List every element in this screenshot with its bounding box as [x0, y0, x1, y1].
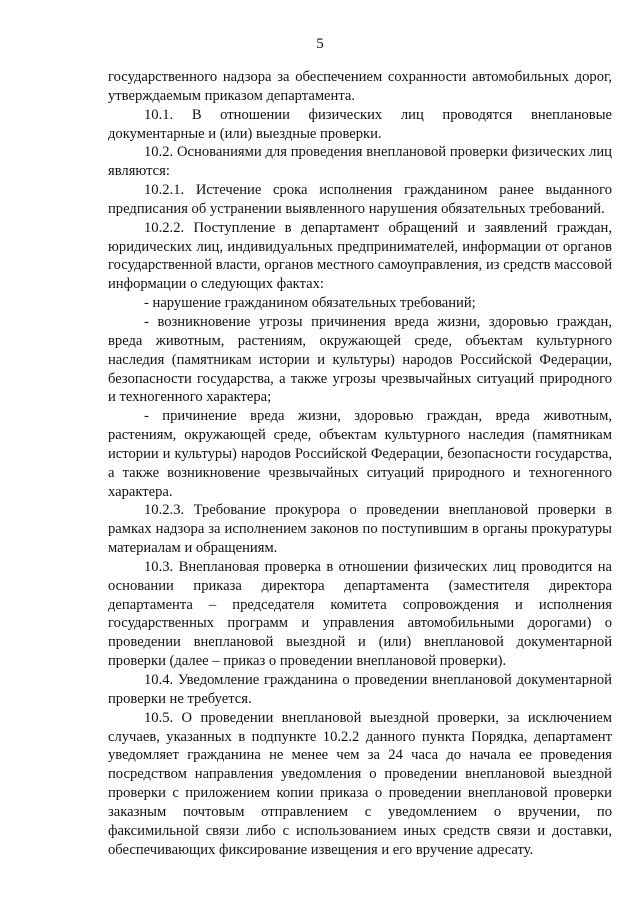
list-item-harm: - причинение вреда жизни, здоровью граждан, вреда животным, растениям, окружающей среде, объектам культурного наследия (памятникам истории и культуры) народов Российской Федерации, безопасности государства, а также возникновение чрезвычайных ситуаций природного и техногенного характера. [108, 408, 612, 500]
list-item-violation: - нарушение гражданином обязательных требований; [144, 295, 476, 312]
paragraph-continuation: государственного надзора за обеспечением сохранности автомобильных дорог, утверждаемым приказом департамента. [108, 69, 612, 104]
paragraph-10-2-1: 10.2.1. Истечение срока исполнения гражданином ранее выданного предписания об устранении выявленного нарушения обязательных требований. [108, 182, 612, 217]
paragraph-10-2: 10.2. Основаниями для проведения внеплановой проверки физических лиц являются: [108, 144, 612, 180]
page-number: 5 [316, 36, 324, 52]
paragraph-10-2-2: 10.2.2. Поступление в департамент обращений и заявлений граждан, юридических лиц, индивидуальных предпринимателей, информации от органов государственной власти, органов местного самоуправления, из средств массовой информации о следующих фактах: [108, 219, 612, 293]
paragraph-10-1: 10.1. В отношении физических лиц проводятся внеплановые документарные и (или) выездные проверки. [108, 106, 612, 142]
paragraph-10-2-3: 10.2.3. Требование прокурора о проведении внеплановой проверки в рамках надзора за исполнением законов по поступившим в органы прокуратуры материалам и обращениям. [108, 502, 612, 557]
paragraph-10-5: 10.5. О проведении внеплановой выездной проверки, за исключением случаев, указанных в подпункте 10.2.2 данного пункта Порядка, департамент уведомляет гражданина не менее чем за 24 часа до начала ее проведения посредством направления уведомления о проведении внеплановой выездной проверки с приложением копии приказа о проведении внеплановой проверки заказным почтовым отправлением с уведомлением о вручении, по факсимильной связи либо с использованием иных средств связи и доставки, обеспечивающих фиксирование извещения и его вручение адресату. [108, 709, 612, 858]
list-item-threat: - возникновение угрозы причинения вреда жизни, здоровью граждан, вреда животным, растениям, окружающей среде, объектам культурного наследия (памятникам истории и культуры) народов Российской Федерации, безопасности государства, а также угрозы чрезвычайных ситуаций природного и техногенного характера; [108, 313, 612, 406]
document-body [108, 68, 612, 859]
paragraph-10-3: 10.3. Внеплановая проверка в отношении физических лиц проводится на основании приказа директора департамента (заместителя директора департамента – председателя комитета сопровождения и исполнения государственных программ и управления автомобильными дорогами) о проведении внеплановой выездной и (или) внеплановой документарной проверки (далее – приказ о проведении внеплановой проверки). [108, 558, 612, 670]
paragraph-10-4: 10.4. Уведомление гражданина о проведении внеплановой документарной проверки не требуется. [108, 672, 612, 707]
